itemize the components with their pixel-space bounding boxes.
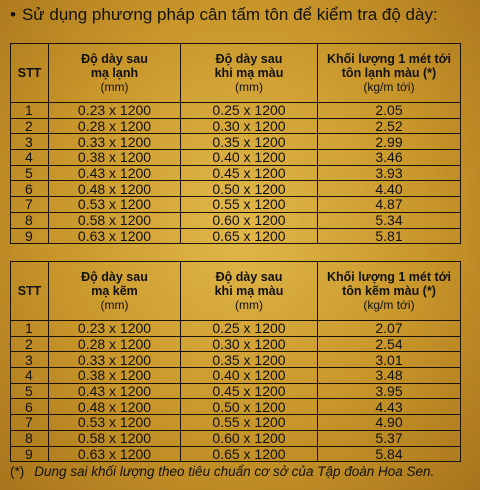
row-before-thickness: 0.53 x 1200	[49, 197, 181, 213]
header-unit: (mm)	[235, 298, 263, 312]
row-after-thickness: 0.50 x 1200	[181, 181, 318, 197]
header-after	[181, 44, 318, 103]
bullet-icon: •	[10, 5, 16, 24]
footnote	[10, 464, 434, 479]
header-line: Độ dày sau	[81, 52, 148, 66]
header-weight	[318, 262, 461, 321]
row-stt: 8	[11, 430, 49, 446]
row-weight: 4.43	[318, 399, 461, 415]
table-row	[11, 352, 461, 368]
row-before-thickness: 0.28 x 1200	[49, 118, 181, 134]
header-before	[49, 262, 181, 321]
row-before-thickness: 0.33 x 1200	[49, 352, 181, 368]
row-stt: 3	[11, 134, 49, 150]
row-before-thickness: 0.63 x 1200	[49, 228, 181, 244]
row-weight: 5.84	[318, 446, 461, 462]
row-after-thickness: 0.65 x 1200	[181, 446, 318, 462]
header-line: Độ dày sau	[215, 270, 283, 284]
row-stt: 4	[11, 368, 49, 384]
table-header-row	[11, 262, 461, 321]
table-row	[11, 134, 461, 150]
footnote-text: Dung sai khối lượng theo tiêu chuẩn cơ sở của Tập đoàn Hoa Sen.	[34, 464, 435, 479]
row-after-thickness: 0.45 x 1200	[181, 383, 318, 399]
row-weight: 3.46	[318, 150, 461, 166]
row-weight: 2.07	[318, 321, 461, 337]
table-row	[11, 181, 461, 197]
row-weight: 3.01	[318, 352, 461, 368]
heading-text: Sử dụng phương pháp cân tấm tôn để kiểm tra độ dày:	[21, 5, 438, 24]
table-row	[11, 321, 461, 337]
row-weight: 5.81	[318, 228, 461, 244]
table-row	[11, 368, 461, 384]
table-row	[11, 430, 461, 446]
row-before-thickness: 0.33 x 1200	[49, 134, 181, 150]
row-weight: 5.34	[318, 212, 461, 228]
row-before-thickness: 0.63 x 1200	[49, 446, 181, 462]
header-stt: STT	[11, 44, 49, 103]
row-after-thickness: 0.50 x 1200	[181, 399, 318, 415]
row-before-thickness: 0.28 x 1200	[49, 336, 181, 352]
row-after-thickness: 0.25 x 1200	[181, 321, 318, 337]
header-unit: (mm)	[100, 80, 129, 94]
row-after-thickness: 0.55 x 1200	[181, 197, 318, 213]
header-before	[49, 44, 181, 103]
row-before-thickness: 0.48 x 1200	[49, 399, 181, 415]
row-before-thickness: 0.58 x 1200	[49, 430, 181, 446]
row-weight: 4.40	[318, 181, 461, 197]
table-row	[11, 103, 461, 119]
row-before-thickness: 0.38 x 1200	[49, 150, 181, 166]
table-row	[11, 118, 461, 134]
row-weight: 4.87	[318, 197, 461, 213]
header-stt: STT	[11, 262, 49, 321]
header-line: mạ lạnh	[90, 66, 139, 80]
header-line: tôn lạnh màu (*)	[341, 66, 437, 80]
header-unit: (mm)	[100, 298, 129, 312]
header-line: tôn kẽm màu (*)	[342, 284, 436, 298]
row-before-thickness: 0.53 x 1200	[49, 415, 181, 431]
header-after	[181, 262, 318, 321]
header-line: Khối lượng 1 mét tới	[326, 52, 452, 66]
row-after-thickness: 0.60 x 1200	[181, 430, 318, 446]
table-row	[11, 336, 461, 352]
row-stt: 6	[11, 399, 49, 415]
footnote-mark: (*)	[10, 464, 25, 479]
header-line: Khối lượng 1 mét tới	[326, 270, 452, 284]
table-row	[11, 228, 461, 244]
header-line: khi mạ màu	[214, 66, 284, 80]
page-heading	[10, 5, 438, 25]
row-stt: 9	[11, 228, 49, 244]
header-weight	[318, 44, 461, 103]
row-stt: 2	[11, 336, 49, 352]
row-weight: 5.37	[318, 430, 461, 446]
row-weight: 2.54	[318, 336, 461, 352]
row-before-thickness: 0.48 x 1200	[49, 181, 181, 197]
row-weight: 3.48	[318, 368, 461, 384]
table-row	[11, 446, 461, 462]
table-row	[11, 383, 461, 399]
row-stt: 9	[11, 446, 49, 462]
row-weight: 3.95	[318, 383, 461, 399]
header-unit: (kg/m tới)	[363, 80, 415, 94]
row-before-thickness: 0.43 x 1200	[49, 383, 181, 399]
row-after-thickness: 0.55 x 1200	[181, 415, 318, 431]
table-row	[11, 197, 461, 213]
row-after-thickness: 0.35 x 1200	[181, 134, 318, 150]
header-unit: (kg/m tới)	[363, 298, 415, 312]
row-after-thickness: 0.40 x 1200	[181, 150, 318, 166]
row-weight: 2.52	[318, 118, 461, 134]
row-before-thickness: 0.23 x 1200	[49, 103, 181, 119]
table-row	[11, 165, 461, 181]
header-line: Độ dày sau	[215, 52, 283, 66]
cold-rolled-table	[10, 43, 461, 244]
row-stt: 7	[11, 415, 49, 431]
table-row	[11, 415, 461, 431]
row-after-thickness: 0.35 x 1200	[181, 352, 318, 368]
galvanized-table	[10, 261, 461, 462]
header-line: Độ dày sau	[81, 270, 148, 284]
row-before-thickness: 0.23 x 1200	[49, 321, 181, 337]
row-stt: 5	[11, 383, 49, 399]
row-stt: 1	[11, 321, 49, 337]
row-after-thickness: 0.45 x 1200	[181, 165, 318, 181]
table-row	[11, 212, 461, 228]
row-weight: 2.05	[318, 103, 461, 119]
row-weight: 3.93	[318, 165, 461, 181]
row-after-thickness: 0.30 x 1200	[181, 118, 318, 134]
row-before-thickness: 0.58 x 1200	[49, 212, 181, 228]
row-stt: 3	[11, 352, 49, 368]
row-after-thickness: 0.40 x 1200	[181, 368, 318, 384]
header-line: mạ kẽm	[91, 284, 138, 298]
row-weight: 2.99	[318, 134, 461, 150]
row-after-thickness: 0.25 x 1200	[181, 103, 318, 119]
header-line: khi mạ màu	[214, 284, 284, 298]
row-after-thickness: 0.65 x 1200	[181, 228, 318, 244]
header-unit: (mm)	[235, 80, 263, 94]
row-stt: 5	[11, 165, 49, 181]
table-row	[11, 150, 461, 166]
row-stt: 8	[11, 212, 49, 228]
row-before-thickness: 0.43 x 1200	[49, 165, 181, 181]
table-row	[11, 399, 461, 415]
row-stt: 4	[11, 150, 49, 166]
row-stt: 1	[11, 103, 49, 119]
row-after-thickness: 0.30 x 1200	[181, 336, 318, 352]
row-stt: 6	[11, 181, 49, 197]
row-before-thickness: 0.38 x 1200	[49, 368, 181, 384]
row-stt: 7	[11, 197, 49, 213]
row-stt: 2	[11, 118, 49, 134]
row-weight: 4.90	[318, 415, 461, 431]
table-header-row	[11, 44, 461, 103]
row-after-thickness: 0.60 x 1200	[181, 212, 318, 228]
